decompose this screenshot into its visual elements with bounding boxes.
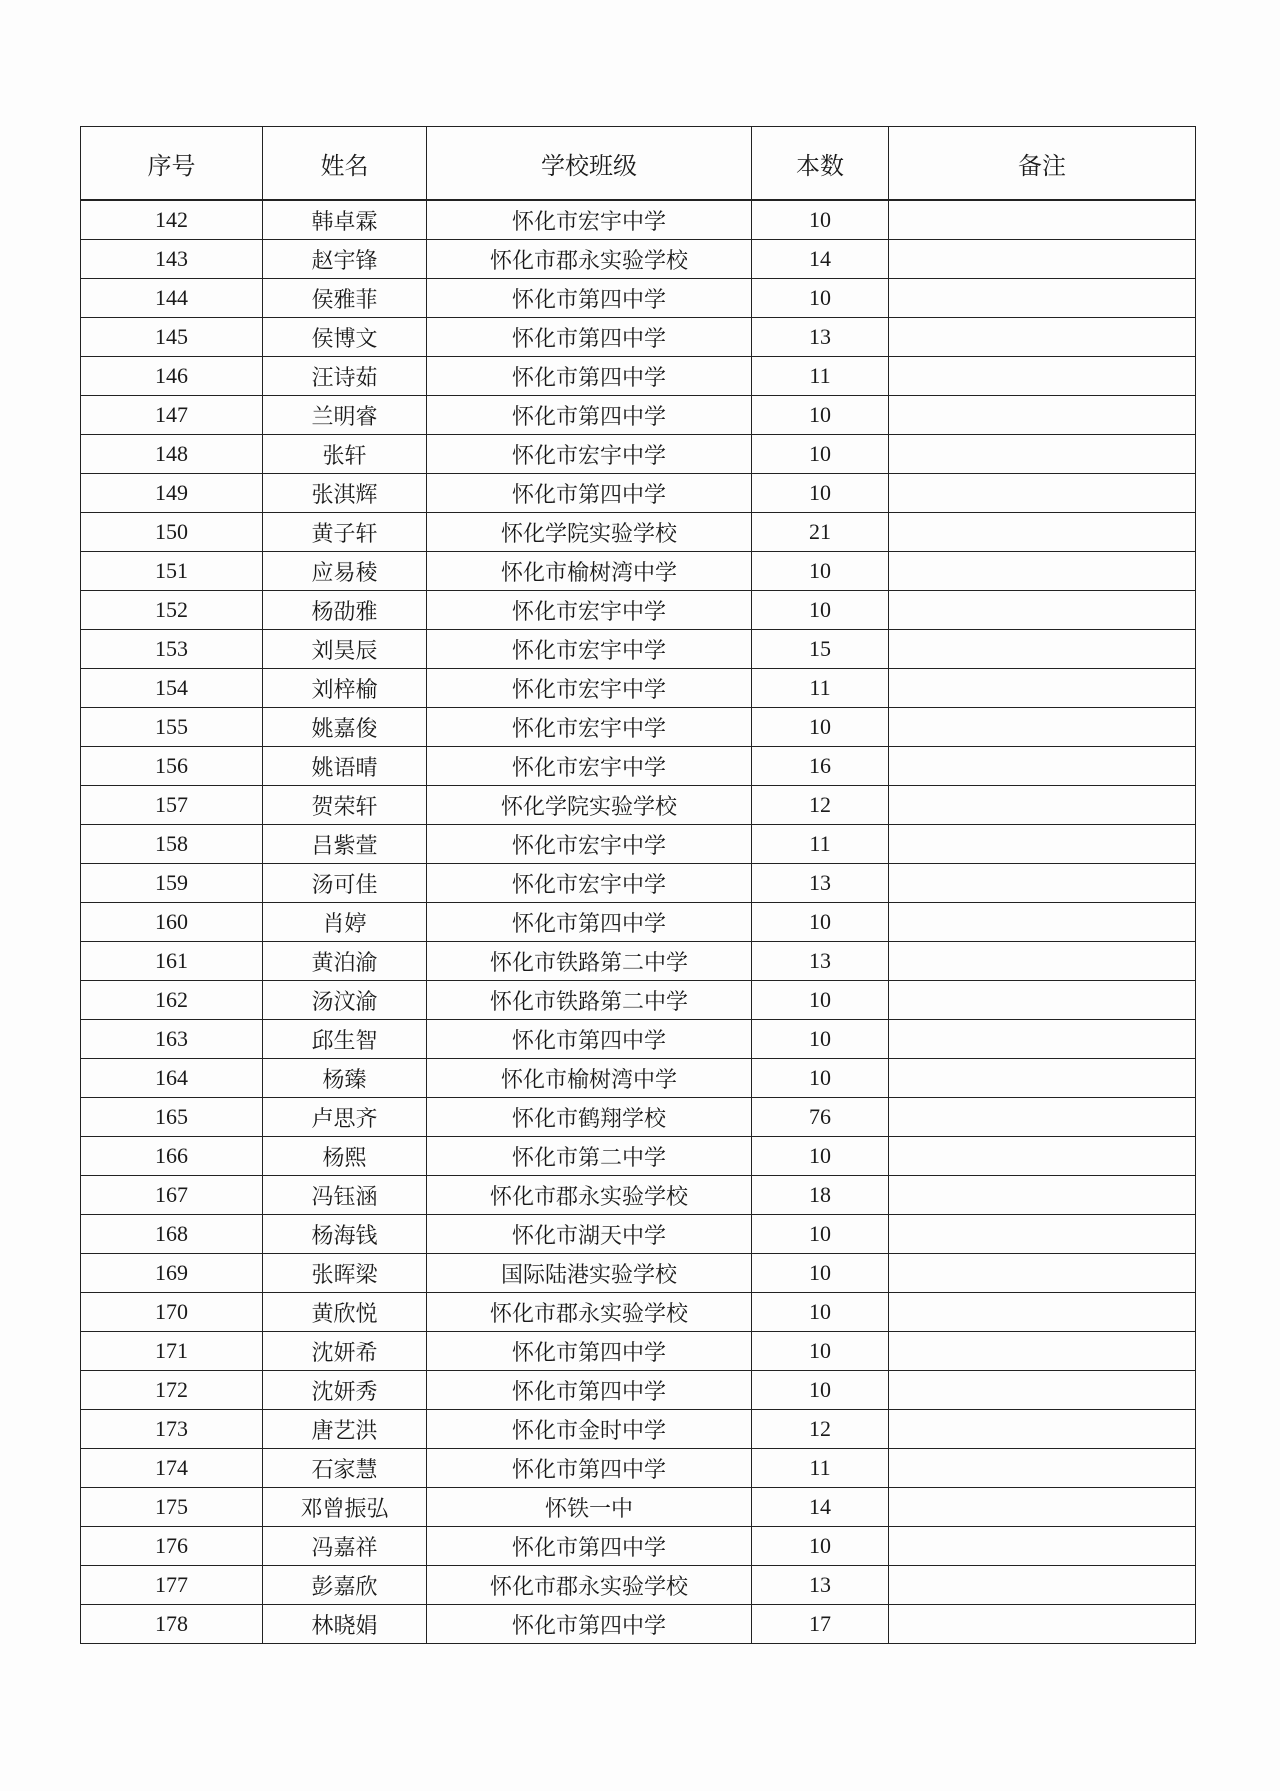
cell-count: 16 [752, 747, 889, 786]
cell-school: 怀化市宏宇中学 [427, 200, 752, 240]
table-row [81, 903, 1196, 942]
cell-school: 怀化市第四中学 [427, 1371, 752, 1410]
cell-name: 黄泊渝 [263, 942, 427, 981]
cell-school: 怀化市第四中学 [427, 1605, 752, 1644]
cell-count: 10 [752, 591, 889, 630]
cell-school: 怀化市第四中学 [427, 903, 752, 942]
cell-note [889, 1254, 1196, 1293]
cell-note [889, 279, 1196, 318]
table-row [81, 1254, 1196, 1293]
cell-school: 国际陆港实验学校 [427, 1254, 752, 1293]
cell-school: 怀化市第四中学 [427, 1449, 752, 1488]
header-count: 本数 [752, 127, 889, 201]
cell-school: 怀化市第四中学 [427, 1020, 752, 1059]
cell-name: 张淇辉 [263, 474, 427, 513]
cell-name: 邓曾振弘 [263, 1488, 427, 1527]
cell-no: 159 [81, 864, 263, 903]
table-row [81, 1527, 1196, 1566]
cell-school: 怀化市湖天中学 [427, 1215, 752, 1254]
cell-no: 169 [81, 1254, 263, 1293]
cell-no: 150 [81, 513, 263, 552]
cell-no: 163 [81, 1020, 263, 1059]
table-row [81, 513, 1196, 552]
cell-school: 怀化市宏宇中学 [427, 591, 752, 630]
cell-no: 170 [81, 1293, 263, 1332]
cell-no: 168 [81, 1215, 263, 1254]
cell-count: 11 [752, 825, 889, 864]
table-row [81, 474, 1196, 513]
cell-count: 11 [752, 1449, 889, 1488]
cell-name: 彭嘉欣 [263, 1566, 427, 1605]
cell-school: 怀化学院实验学校 [427, 786, 752, 825]
cell-school: 怀化市第二中学 [427, 1137, 752, 1176]
cell-count: 10 [752, 903, 889, 942]
cell-count: 10 [752, 435, 889, 474]
cell-count: 11 [752, 357, 889, 396]
cell-note [889, 825, 1196, 864]
table-body [81, 200, 1196, 1644]
cell-note [889, 1371, 1196, 1410]
cell-note [889, 630, 1196, 669]
cell-count: 10 [752, 279, 889, 318]
table-row [81, 240, 1196, 279]
cell-no: 166 [81, 1137, 263, 1176]
cell-school: 怀化市郡永实验学校 [427, 240, 752, 279]
cell-school: 怀化市宏宇中学 [427, 825, 752, 864]
cell-no: 147 [81, 396, 263, 435]
cell-count: 10 [752, 1332, 889, 1371]
cell-school: 怀化市宏宇中学 [427, 708, 752, 747]
roster-table [80, 126, 1196, 1644]
cell-school: 怀化市第四中学 [427, 1332, 752, 1371]
cell-name: 肖婷 [263, 903, 427, 942]
table-row [81, 630, 1196, 669]
table-row [81, 1332, 1196, 1371]
cell-count: 10 [752, 1059, 889, 1098]
cell-count: 18 [752, 1176, 889, 1215]
cell-name: 沈妍秀 [263, 1371, 427, 1410]
cell-school: 怀化市第四中学 [427, 474, 752, 513]
cell-no: 158 [81, 825, 263, 864]
cell-no: 143 [81, 240, 263, 279]
cell-count: 15 [752, 630, 889, 669]
cell-name: 汤汶渝 [263, 981, 427, 1020]
cell-name: 贺荣轩 [263, 786, 427, 825]
cell-name: 张晖梁 [263, 1254, 427, 1293]
cell-name: 兰明睿 [263, 396, 427, 435]
cell-note [889, 1488, 1196, 1527]
cell-name: 杨熙 [263, 1137, 427, 1176]
cell-no: 173 [81, 1410, 263, 1449]
cell-count: 11 [752, 669, 889, 708]
cell-count: 10 [752, 474, 889, 513]
cell-school: 怀化市宏宇中学 [427, 669, 752, 708]
cell-note [889, 1176, 1196, 1215]
cell-no: 153 [81, 630, 263, 669]
header-no: 序号 [81, 127, 263, 201]
cell-no: 152 [81, 591, 263, 630]
header-school: 学校班级 [427, 127, 752, 201]
table-row [81, 552, 1196, 591]
cell-name: 邱生智 [263, 1020, 427, 1059]
cell-note [889, 1527, 1196, 1566]
cell-school: 怀化市榆树湾中学 [427, 552, 752, 591]
cell-count: 10 [752, 708, 889, 747]
table-row [81, 1488, 1196, 1527]
table-row [81, 1059, 1196, 1098]
cell-note [889, 357, 1196, 396]
cell-name: 张轩 [263, 435, 427, 474]
cell-name: 汪诗茹 [263, 357, 427, 396]
header-row [81, 127, 1196, 201]
cell-name: 冯嘉祥 [263, 1527, 427, 1566]
cell-note [889, 669, 1196, 708]
cell-note [889, 1020, 1196, 1059]
cell-school: 怀化市第四中学 [427, 396, 752, 435]
cell-school: 怀化市第四中学 [427, 318, 752, 357]
cell-school: 怀化市宏宇中学 [427, 630, 752, 669]
cell-name: 沈妍希 [263, 1332, 427, 1371]
cell-note [889, 864, 1196, 903]
cell-count: 10 [752, 1371, 889, 1410]
cell-name: 应易稜 [263, 552, 427, 591]
cell-note [889, 435, 1196, 474]
cell-note [889, 1449, 1196, 1488]
table-row [81, 200, 1196, 240]
table-row [81, 825, 1196, 864]
table-row [81, 1137, 1196, 1176]
cell-note [889, 1098, 1196, 1137]
cell-note [889, 942, 1196, 981]
cell-name: 冯钰涵 [263, 1176, 427, 1215]
cell-school: 怀化市铁路第二中学 [427, 981, 752, 1020]
cell-note [889, 474, 1196, 513]
cell-name: 姚语晴 [263, 747, 427, 786]
cell-count: 10 [752, 1137, 889, 1176]
cell-count: 12 [752, 1410, 889, 1449]
cell-school: 怀化市郡永实验学校 [427, 1293, 752, 1332]
cell-name: 杨海钱 [263, 1215, 427, 1254]
cell-count: 14 [752, 1488, 889, 1527]
cell-note [889, 1605, 1196, 1644]
cell-no: 174 [81, 1449, 263, 1488]
cell-school: 怀化市郡永实验学校 [427, 1176, 752, 1215]
cell-count: 10 [752, 1527, 889, 1566]
cell-name: 黄欣悦 [263, 1293, 427, 1332]
cell-no: 142 [81, 200, 263, 240]
cell-school: 怀化市第四中学 [427, 357, 752, 396]
cell-note [889, 786, 1196, 825]
cell-name: 杨臻 [263, 1059, 427, 1098]
table-row [81, 981, 1196, 1020]
cell-no: 145 [81, 318, 263, 357]
cell-no: 171 [81, 1332, 263, 1371]
cell-school: 怀化市榆树湾中学 [427, 1059, 752, 1098]
cell-note [889, 1137, 1196, 1176]
cell-count: 13 [752, 1566, 889, 1605]
cell-school: 怀化市第四中学 [427, 279, 752, 318]
table-row [81, 669, 1196, 708]
table-row [81, 747, 1196, 786]
cell-count: 12 [752, 786, 889, 825]
cell-name: 刘梓榆 [263, 669, 427, 708]
cell-note [889, 1332, 1196, 1371]
cell-name: 石家慧 [263, 1449, 427, 1488]
cell-count: 13 [752, 864, 889, 903]
header-name: 姓名 [263, 127, 427, 201]
cell-name: 姚嘉俊 [263, 708, 427, 747]
cell-note [889, 1059, 1196, 1098]
table-row [81, 864, 1196, 903]
cell-school: 怀化市鹤翔学校 [427, 1098, 752, 1137]
cell-no: 157 [81, 786, 263, 825]
cell-count: 10 [752, 981, 889, 1020]
cell-count: 13 [752, 942, 889, 981]
cell-no: 144 [81, 279, 263, 318]
cell-note [889, 708, 1196, 747]
cell-name: 侯雅菲 [263, 279, 427, 318]
cell-count: 13 [752, 318, 889, 357]
cell-school: 怀化市宏宇中学 [427, 747, 752, 786]
table-row [81, 279, 1196, 318]
cell-note [889, 240, 1196, 279]
cell-note [889, 591, 1196, 630]
cell-note [889, 513, 1196, 552]
table-row [81, 1566, 1196, 1605]
cell-school: 怀化市第四中学 [427, 1527, 752, 1566]
cell-school: 怀化市金时中学 [427, 1410, 752, 1449]
cell-note [889, 1410, 1196, 1449]
cell-count: 10 [752, 1020, 889, 1059]
table-row [81, 1449, 1196, 1488]
cell-count: 14 [752, 240, 889, 279]
table-row [81, 708, 1196, 747]
cell-no: 172 [81, 1371, 263, 1410]
cell-no: 164 [81, 1059, 263, 1098]
cell-note [889, 552, 1196, 591]
cell-school: 怀化市郡永实验学校 [427, 1566, 752, 1605]
cell-name: 刘昊辰 [263, 630, 427, 669]
cell-note [889, 1293, 1196, 1332]
cell-note [889, 903, 1196, 942]
cell-no: 149 [81, 474, 263, 513]
table-row [81, 591, 1196, 630]
cell-count: 10 [752, 1215, 889, 1254]
cell-no: 177 [81, 1566, 263, 1605]
cell-name: 汤可佳 [263, 864, 427, 903]
table-row [81, 1293, 1196, 1332]
cell-no: 175 [81, 1488, 263, 1527]
cell-count: 10 [752, 396, 889, 435]
table-header [81, 127, 1196, 201]
cell-no: 165 [81, 1098, 263, 1137]
table-row [81, 318, 1196, 357]
table-row [81, 1605, 1196, 1644]
cell-count: 17 [752, 1605, 889, 1644]
cell-no: 151 [81, 552, 263, 591]
cell-no: 162 [81, 981, 263, 1020]
cell-no: 178 [81, 1605, 263, 1644]
cell-name: 杨劭雅 [263, 591, 427, 630]
table-row [81, 942, 1196, 981]
header-note: 备注 [889, 127, 1196, 201]
cell-count: 10 [752, 1293, 889, 1332]
cell-no: 146 [81, 357, 263, 396]
table-row [81, 1215, 1196, 1254]
cell-count: 21 [752, 513, 889, 552]
cell-school: 怀化市宏宇中学 [427, 435, 752, 474]
cell-no: 156 [81, 747, 263, 786]
cell-school: 怀化市宏宇中学 [427, 864, 752, 903]
table-row [81, 1098, 1196, 1137]
table-row [81, 1176, 1196, 1215]
table-row [81, 396, 1196, 435]
cell-name: 黄子轩 [263, 513, 427, 552]
cell-school: 怀化市铁路第二中学 [427, 942, 752, 981]
cell-no: 148 [81, 435, 263, 474]
cell-name: 卢思齐 [263, 1098, 427, 1137]
table-row [81, 435, 1196, 474]
cell-count: 76 [752, 1098, 889, 1137]
table-row [81, 1410, 1196, 1449]
cell-name: 侯博文 [263, 318, 427, 357]
cell-no: 160 [81, 903, 263, 942]
cell-count: 10 [752, 1254, 889, 1293]
cell-no: 167 [81, 1176, 263, 1215]
cell-school: 怀化学院实验学校 [427, 513, 752, 552]
table-row [81, 357, 1196, 396]
cell-name: 唐艺洪 [263, 1410, 427, 1449]
cell-count: 10 [752, 552, 889, 591]
cell-note [889, 318, 1196, 357]
cell-no: 154 [81, 669, 263, 708]
cell-note [889, 200, 1196, 240]
cell-note [889, 1566, 1196, 1605]
cell-note [889, 1215, 1196, 1254]
cell-name: 韩卓霖 [263, 200, 427, 240]
cell-no: 155 [81, 708, 263, 747]
cell-note [889, 981, 1196, 1020]
cell-school: 怀铁一中 [427, 1488, 752, 1527]
cell-no: 161 [81, 942, 263, 981]
table-row [81, 786, 1196, 825]
cell-note [889, 396, 1196, 435]
cell-note [889, 747, 1196, 786]
table-row [81, 1371, 1196, 1410]
cell-name: 吕紫萱 [263, 825, 427, 864]
cell-name: 林晓娟 [263, 1605, 427, 1644]
cell-no: 176 [81, 1527, 263, 1566]
cell-name: 赵宇锋 [263, 240, 427, 279]
cell-count: 10 [752, 200, 889, 240]
table-row [81, 1020, 1196, 1059]
